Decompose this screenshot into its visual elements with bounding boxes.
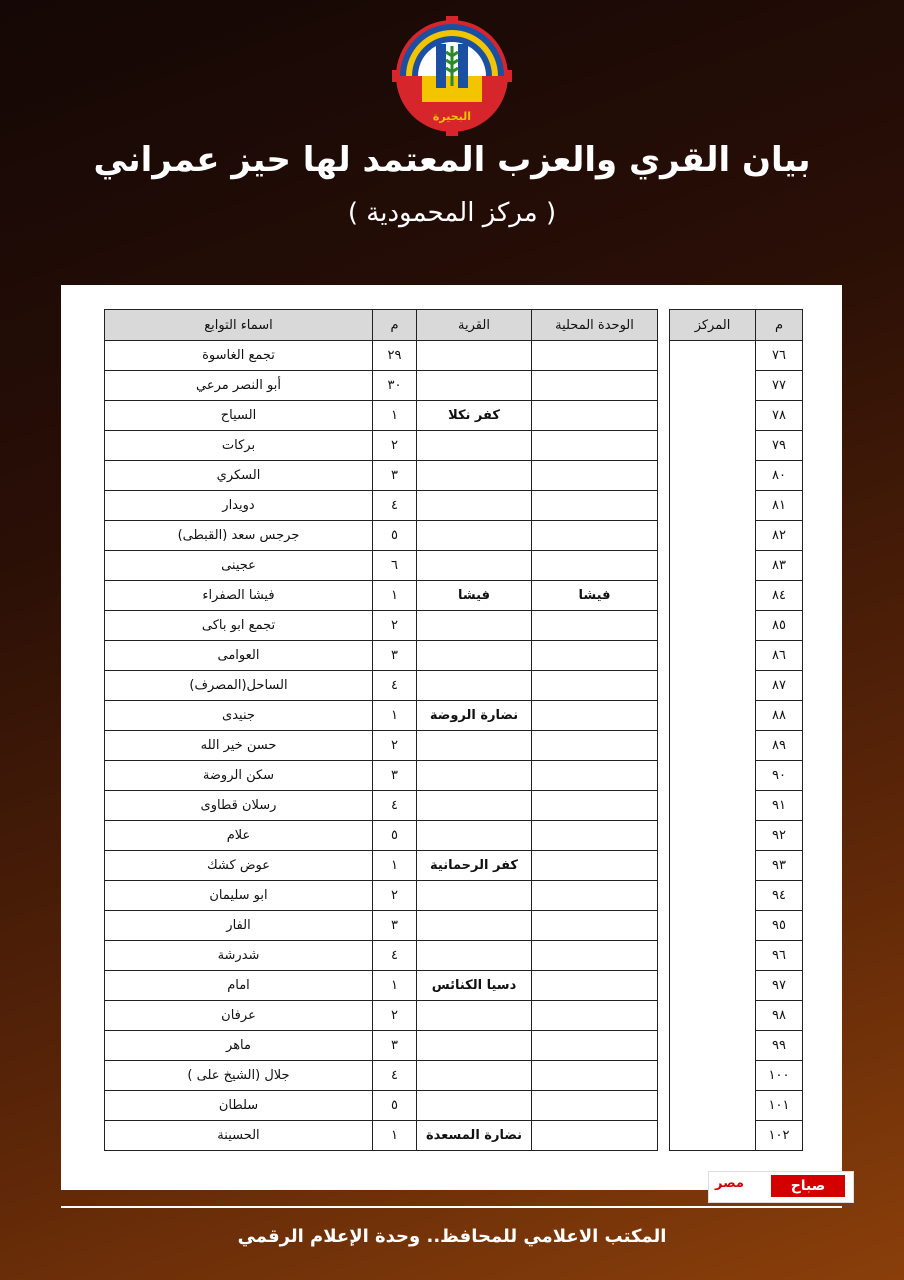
row-markaz <box>670 731 756 761</box>
row-gap <box>658 1001 670 1031</box>
row-village: كفر نكلا <box>417 401 532 431</box>
villages-table <box>104 309 803 1151</box>
row-local-unit <box>532 731 658 761</box>
row-hamlet-name: الساحل(المصرف) <box>105 671 373 701</box>
row-local-unit <box>532 1061 658 1091</box>
footer-divider <box>61 1206 842 1208</box>
row-village <box>417 671 532 701</box>
row-gap <box>658 341 670 371</box>
row-markaz <box>670 971 756 1001</box>
row-hamlet-name: شدرشة <box>105 941 373 971</box>
row-village: كفر الرحمانية <box>417 851 532 881</box>
row-local-unit <box>532 1001 658 1031</box>
row-hamlet-name: جلال (الشيخ على ) <box>105 1061 373 1091</box>
logo-text: البحيرة <box>432 110 472 123</box>
row-local-unit <box>532 1091 658 1121</box>
table-row <box>105 1031 803 1061</box>
row-local-unit <box>532 701 658 731</box>
row-markaz <box>670 701 756 731</box>
row-markaz <box>670 401 756 431</box>
table-row <box>105 1061 803 1091</box>
row-markaz <box>670 341 756 371</box>
row-sub-number: ٦ <box>373 551 417 581</box>
row-sub-number: ١ <box>373 851 417 881</box>
row-gap <box>658 521 670 551</box>
row-markaz <box>670 911 756 941</box>
row-gap <box>658 941 670 971</box>
header-number: م <box>756 310 803 341</box>
row-markaz <box>670 761 756 791</box>
row-gap <box>658 641 670 671</box>
row-markaz <box>670 491 756 521</box>
row-sub-number: ٥ <box>373 521 417 551</box>
table-row <box>105 491 803 521</box>
row-markaz <box>670 881 756 911</box>
row-gap <box>658 761 670 791</box>
row-gap <box>658 1031 670 1061</box>
row-number: ٩٧ <box>756 971 803 1001</box>
row-markaz <box>670 851 756 881</box>
watermark-brand: صباح <box>771 1175 845 1197</box>
row-sub-number: ١ <box>373 971 417 1001</box>
row-gap <box>658 881 670 911</box>
row-gap <box>658 401 670 431</box>
header-gap <box>658 310 670 341</box>
row-markaz <box>670 1001 756 1031</box>
row-local-unit <box>532 851 658 881</box>
row-sub-number: ٣٠ <box>373 371 417 401</box>
row-number: ٨٥ <box>756 611 803 641</box>
row-hamlet-name: العوامى <box>105 641 373 671</box>
row-hamlet-name: السكري <box>105 461 373 491</box>
row-sub-number: ٤ <box>373 941 417 971</box>
row-gap <box>658 581 670 611</box>
row-sub-number: ٢ <box>373 611 417 641</box>
row-sub-number: ٤ <box>373 671 417 701</box>
table-row <box>105 731 803 761</box>
row-sub-number: ٣ <box>373 641 417 671</box>
row-village <box>417 761 532 791</box>
row-hamlet-name: الحسينة <box>105 1121 373 1151</box>
governorate-logo <box>392 16 512 136</box>
table-row <box>105 581 803 611</box>
row-sub-number: ٢ <box>373 1001 417 1031</box>
row-markaz <box>670 551 756 581</box>
table-row <box>105 911 803 941</box>
row-markaz <box>670 1061 756 1091</box>
row-sub-number: ٤ <box>373 791 417 821</box>
table-row <box>105 641 803 671</box>
row-markaz <box>670 671 756 701</box>
row-local-unit <box>532 641 658 671</box>
row-gap <box>658 851 670 881</box>
row-hamlet-name: عوض كشك <box>105 851 373 881</box>
watermark-logo <box>708 1171 854 1203</box>
row-local-unit <box>532 971 658 1001</box>
row-gap <box>658 461 670 491</box>
row-hamlet-name: سلطان <box>105 1091 373 1121</box>
row-hamlet-name: تجمع الغاسوة <box>105 341 373 371</box>
row-village <box>417 731 532 761</box>
row-village <box>417 1001 532 1031</box>
row-hamlet-name: جنيدى <box>105 701 373 731</box>
row-sub-number: ٤ <box>373 1061 417 1091</box>
row-sub-number: ١ <box>373 581 417 611</box>
table-row <box>105 941 803 971</box>
header-local-unit: الوحدة المحلية <box>532 310 658 341</box>
row-local-unit <box>532 521 658 551</box>
row-village <box>417 941 532 971</box>
row-hamlet-name: حسن خير الله <box>105 731 373 761</box>
row-sub-number: ٣ <box>373 461 417 491</box>
row-number: ٩٣ <box>756 851 803 881</box>
table-row <box>105 881 803 911</box>
row-number: ٩٠ <box>756 761 803 791</box>
row-number: ٧٧ <box>756 371 803 401</box>
row-village <box>417 881 532 911</box>
row-gap <box>658 971 670 1001</box>
row-village: نضارة المسعدة <box>417 1121 532 1151</box>
row-village <box>417 371 532 401</box>
row-village <box>417 641 532 671</box>
row-gap <box>658 911 670 941</box>
row-markaz <box>670 941 756 971</box>
row-gap <box>658 611 670 641</box>
table-row <box>105 551 803 581</box>
row-sub-number: ١ <box>373 701 417 731</box>
header-markaz: المركز <box>670 310 756 341</box>
table-row <box>105 611 803 641</box>
row-number: ٨٢ <box>756 521 803 551</box>
row-number: ٩١ <box>756 791 803 821</box>
row-number: ٩٥ <box>756 911 803 941</box>
table-row <box>105 1001 803 1031</box>
row-markaz <box>670 521 756 551</box>
row-hamlet-name: جرجس سعد (القبطى) <box>105 521 373 551</box>
row-sub-number: ١ <box>373 401 417 431</box>
page-subtitle: ( مركز المحمودية ) <box>347 198 557 228</box>
row-sub-number: ٢٩ <box>373 341 417 371</box>
row-village <box>417 341 532 371</box>
row-number: ٩٨ <box>756 1001 803 1031</box>
table-row <box>105 671 803 701</box>
row-markaz <box>670 1091 756 1121</box>
page-title: بيان القري والعزب المعتمد لها حيز عمراني <box>93 140 811 180</box>
row-local-unit <box>532 911 658 941</box>
row-number: ٩٢ <box>756 821 803 851</box>
table-row <box>105 431 803 461</box>
row-village <box>417 461 532 491</box>
row-number: ٨٧ <box>756 671 803 701</box>
row-village <box>417 821 532 851</box>
row-gap <box>658 821 670 851</box>
row-village <box>417 431 532 461</box>
row-gap <box>658 431 670 461</box>
row-local-unit <box>532 1121 658 1151</box>
row-local-unit <box>532 671 658 701</box>
row-markaz <box>670 1121 756 1151</box>
table-row <box>105 971 803 1001</box>
row-number: ٩٩ <box>756 1031 803 1061</box>
table-row <box>105 401 803 431</box>
row-sub-number: ٢ <box>373 881 417 911</box>
row-number: ١٠١ <box>756 1091 803 1121</box>
row-number: ٧٨ <box>756 401 803 431</box>
table-header-row <box>105 310 803 341</box>
row-local-unit <box>532 431 658 461</box>
row-village <box>417 1031 532 1061</box>
table-row <box>105 341 803 371</box>
row-village <box>417 551 532 581</box>
row-gap <box>658 1121 670 1151</box>
row-local-unit <box>532 1031 658 1061</box>
table-row <box>105 821 803 851</box>
table-row <box>105 791 803 821</box>
row-hamlet-name: علام <box>105 821 373 851</box>
row-gap <box>658 1091 670 1121</box>
row-markaz <box>670 1031 756 1061</box>
row-markaz <box>670 431 756 461</box>
row-village <box>417 791 532 821</box>
row-markaz <box>670 371 756 401</box>
row-number: ١٠٢ <box>756 1121 803 1151</box>
row-local-unit <box>532 491 658 521</box>
row-hamlet-name: دويدار <box>105 491 373 521</box>
row-markaz <box>670 581 756 611</box>
row-local-unit <box>532 611 658 641</box>
row-hamlet-name: امام <box>105 971 373 1001</box>
row-number: ٨١ <box>756 491 803 521</box>
row-gap <box>658 701 670 731</box>
row-gap <box>658 1061 670 1091</box>
row-local-unit <box>532 401 658 431</box>
row-number: ٧٦ <box>756 341 803 371</box>
header-hamlet-names: اسماء التوابع <box>105 310 373 341</box>
row-gap <box>658 371 670 401</box>
row-village: دسيا الكنائس <box>417 971 532 1001</box>
row-sub-number: ٥ <box>373 821 417 851</box>
row-number: ٨٨ <box>756 701 803 731</box>
row-sub-number: ٣ <box>373 911 417 941</box>
row-number: ١٠٠ <box>756 1061 803 1091</box>
table-row <box>105 761 803 791</box>
row-hamlet-name: فيشا الصفراء <box>105 581 373 611</box>
row-local-unit: فيشا <box>532 581 658 611</box>
row-local-unit <box>532 371 658 401</box>
watermark-country: مصر <box>715 1176 744 1191</box>
row-sub-number: ٥ <box>373 1091 417 1121</box>
row-number: ٨٩ <box>756 731 803 761</box>
row-number: ٨٠ <box>756 461 803 491</box>
table-row <box>105 521 803 551</box>
row-hamlet-name: تجمع ابو باكى <box>105 611 373 641</box>
row-sub-number: ٣ <box>373 1031 417 1061</box>
row-local-unit <box>532 551 658 581</box>
row-number: ٨٤ <box>756 581 803 611</box>
row-hamlet-name: ابو سليمان <box>105 881 373 911</box>
row-village <box>417 521 532 551</box>
row-markaz <box>670 821 756 851</box>
row-markaz <box>670 641 756 671</box>
document-sheet <box>61 285 842 1190</box>
table-row <box>105 371 803 401</box>
row-local-unit <box>532 341 658 371</box>
table-row <box>105 461 803 491</box>
footer-credit: المكتب الاعلامي للمحافظ.. وحدة الإعلام الرقمي <box>237 1226 667 1247</box>
row-village <box>417 611 532 641</box>
row-village <box>417 1091 532 1121</box>
row-local-unit <box>532 821 658 851</box>
row-village <box>417 491 532 521</box>
table-row <box>105 851 803 881</box>
row-hamlet-name: عرفان <box>105 1001 373 1031</box>
row-sub-number: ٢ <box>373 431 417 461</box>
row-hamlet-name: عجينى <box>105 551 373 581</box>
row-village: نضارة الروضة <box>417 701 532 731</box>
row-hamlet-name: أبو النصر مرعي <box>105 371 373 401</box>
row-number: ٩٤ <box>756 881 803 911</box>
row-hamlet-name: ماهر <box>105 1031 373 1061</box>
row-sub-number: ٣ <box>373 761 417 791</box>
row-hamlet-name: سكن الروضة <box>105 761 373 791</box>
row-number: ٧٩ <box>756 431 803 461</box>
table-row <box>105 1121 803 1151</box>
row-hamlet-name: بركات <box>105 431 373 461</box>
row-markaz <box>670 611 756 641</box>
header-village: القرية <box>417 310 532 341</box>
row-gap <box>658 671 670 701</box>
header-sub-number: م <box>373 310 417 341</box>
row-gap <box>658 551 670 581</box>
row-village <box>417 1061 532 1091</box>
row-local-unit <box>532 941 658 971</box>
row-local-unit <box>532 461 658 491</box>
row-markaz <box>670 461 756 491</box>
row-gap <box>658 791 670 821</box>
row-sub-number: ١ <box>373 1121 417 1151</box>
row-number: ٨٦ <box>756 641 803 671</box>
row-village: فيشا <box>417 581 532 611</box>
row-sub-number: ٢ <box>373 731 417 761</box>
row-gap <box>658 731 670 761</box>
row-local-unit <box>532 761 658 791</box>
table-row <box>105 1091 803 1121</box>
row-number: ٨٣ <box>756 551 803 581</box>
row-gap <box>658 491 670 521</box>
row-hamlet-name: السياح <box>105 401 373 431</box>
row-hamlet-name: الفار <box>105 911 373 941</box>
row-village <box>417 911 532 941</box>
row-hamlet-name: رسلان قطاوى <box>105 791 373 821</box>
row-number: ٩٦ <box>756 941 803 971</box>
table-row <box>105 701 803 731</box>
row-markaz <box>670 791 756 821</box>
row-local-unit <box>532 881 658 911</box>
row-local-unit <box>532 791 658 821</box>
row-sub-number: ٤ <box>373 491 417 521</box>
